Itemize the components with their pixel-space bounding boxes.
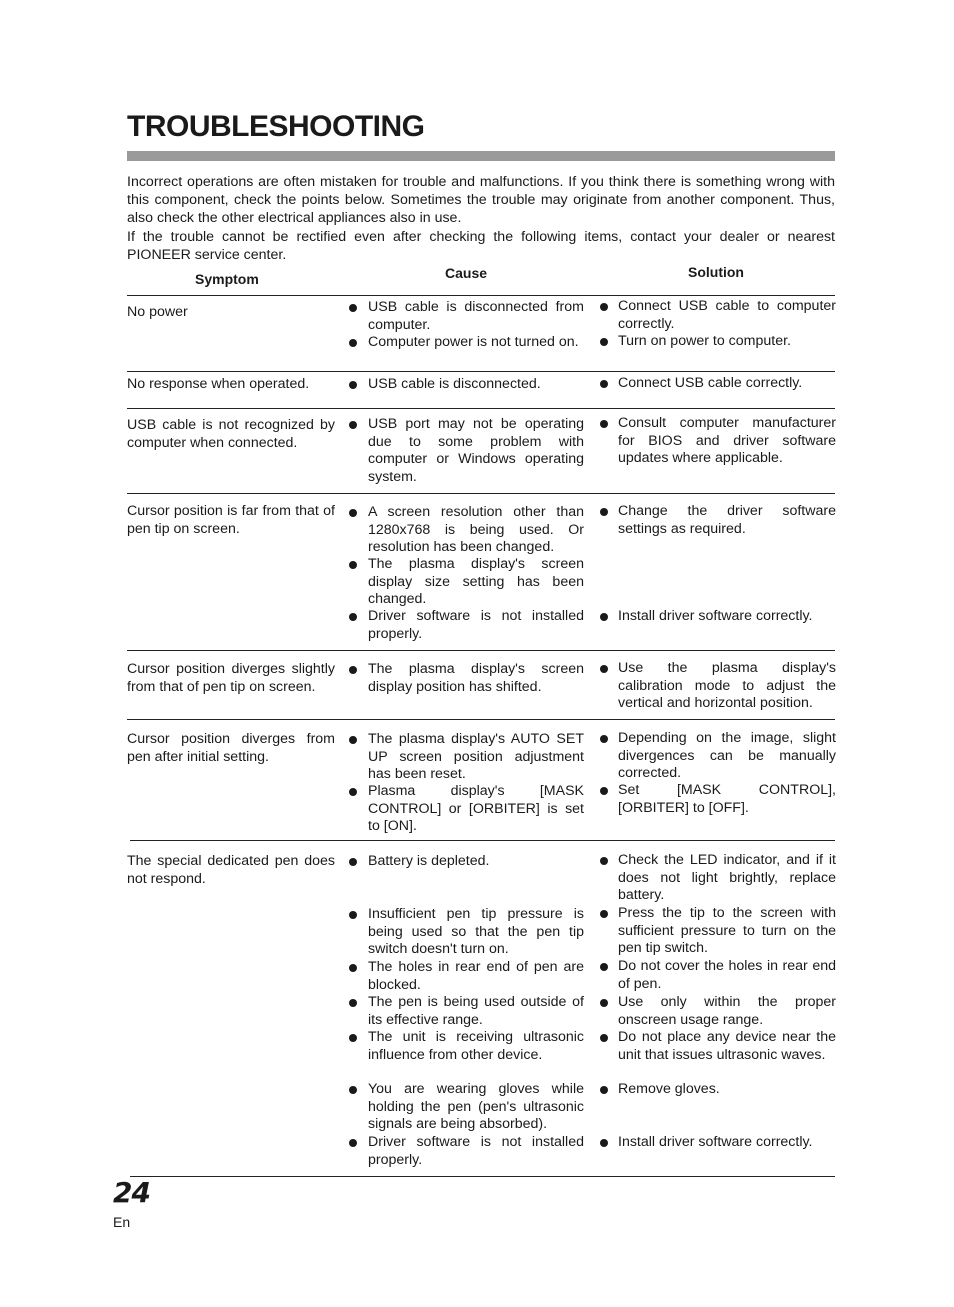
symptom-cell: No response when operated.: [127, 376, 310, 392]
symptom-cell: The special dedicated pen does not respond.: [127, 853, 335, 887]
solution-item: Set [MASK CONTROL], [ORBITER] to [OFF].: [618, 782, 836, 816]
bullet-icon: [600, 613, 608, 621]
bullet-icon: [349, 736, 357, 744]
cause-item: USB cable is disconnected.: [368, 376, 541, 392]
cause-item: The holes in rear end of pen are blocked.: [368, 959, 584, 993]
solution-item: Consult computer manufacturer for BIOS and driver software updates where applicable.: [618, 415, 836, 466]
table-row-divider: [130, 840, 835, 841]
bullet-icon: [600, 910, 608, 918]
solution-header: Solution: [688, 264, 744, 280]
bullet-icon: [349, 964, 357, 972]
solution-item: Use the plasma display's calibration mode to adjust the vertical and horizontal position.: [618, 660, 836, 711]
solution-item: Depending on the image, slight divergences can be manually corrected.: [618, 730, 836, 781]
solution-item: Install driver software correctly.: [618, 608, 813, 624]
bullet-icon: [349, 421, 357, 429]
bullet-icon: [349, 911, 357, 919]
symptom-cell: Cursor position diverges from pen after initial setting.: [127, 731, 335, 765]
symptom-cell: Cursor position diverges slightly from that of pen tip on screen.: [127, 661, 335, 695]
intro-text: [127, 173, 835, 264]
bullet-icon: [349, 999, 357, 1007]
bullet-icon: [600, 735, 608, 743]
solution-item: Install driver software correctly.: [618, 1134, 813, 1150]
bullet-icon: [600, 787, 608, 795]
cause-item: You are wearing gloves while holding the pen (pen's ultrasonic signals are being absorbed).: [368, 1081, 584, 1132]
table-row-divider: [127, 650, 835, 651]
bullet-icon: [349, 304, 357, 312]
solution-item: Do not cover the holes in rear end of pen.: [618, 958, 836, 992]
cause-item: The pen is being used outside of its effective range.: [368, 994, 584, 1028]
solution-item: Connect USB cable to computer correctly.: [618, 298, 836, 332]
bullet-icon: [349, 339, 357, 347]
cause-item: The plasma display's screen display position has shifted.: [368, 661, 584, 695]
cause-header: Cause: [445, 265, 488, 281]
cause-item: Driver software is not installed properly.: [368, 1134, 584, 1168]
table-row-divider: [127, 719, 835, 720]
cause-item: The plasma display's AUTO SET UP screen position adjustment has been reset.: [368, 731, 584, 782]
bullet-icon: [349, 666, 357, 674]
solution-item: Change the driver software settings as required.: [618, 503, 836, 537]
bullet-icon: [600, 665, 608, 673]
title-rule: [127, 151, 835, 161]
solution-item: Do not place any device near the unit that issues ultrasonic waves.: [618, 1029, 836, 1063]
solution-item: Press the tip to the screen with sufficient pressure to turn on the pen tip switch.: [618, 905, 836, 956]
bullet-icon: [600, 1139, 608, 1147]
bullet-icon: [349, 858, 357, 866]
bullet-icon: [600, 857, 608, 865]
bullet-icon: [600, 380, 608, 388]
symptom-cell: Cursor position is far from that of pen tip on screen.: [127, 503, 335, 537]
bullet-icon: [349, 788, 357, 796]
cause-item: The unit is receiving ultrasonic influence from other device.: [368, 1029, 584, 1063]
solution-item: Use only within the proper onscreen usage range.: [618, 994, 836, 1028]
cause-item: Driver software is not installed properly.: [368, 608, 584, 642]
bullet-icon: [600, 963, 608, 971]
page-title: TROUBLESHOOTING: [127, 110, 425, 143]
bullet-icon: [600, 420, 608, 428]
cause-item: A screen resolution other than 1280x768 is being used. Or resolution has been changed.: [368, 504, 584, 555]
table-row-divider: [127, 493, 835, 494]
bullet-icon: [349, 1034, 357, 1042]
bullet-icon: [349, 381, 357, 389]
bullet-icon: [600, 999, 608, 1007]
cause-item: Plasma display's [MASK CONTROL] or [ORBITER] is set to [ON].: [368, 783, 584, 834]
intro-paragraph: If the trouble cannot be rectified even after checking the following items, contact your dealer or nearest PIONEER service center.: [127, 228, 835, 263]
language-code: En: [113, 1214, 131, 1230]
bullet-icon: [349, 1139, 357, 1147]
bullet-icon: [600, 1034, 608, 1042]
cause-item: USB cable is disconnected from computer.: [368, 299, 584, 333]
solution-item: Check the LED indicator, and if it does not light brightly, replace battery.: [618, 852, 836, 903]
table-row-divider: [130, 1176, 835, 1177]
page-number: 24: [113, 1176, 150, 1209]
bullet-icon: [349, 509, 357, 517]
cause-item: The plasma display's screen display size setting has been changed.: [368, 556, 584, 607]
bullet-icon: [600, 338, 608, 346]
bullet-icon: [349, 1086, 357, 1094]
table-row-divider: [127, 371, 835, 372]
bullet-icon: [600, 1086, 608, 1094]
solution-item: Connect USB cable correctly.: [618, 375, 803, 391]
bullet-icon: [349, 561, 357, 569]
table-row-divider: [127, 295, 835, 296]
symptom-cell: No power: [127, 304, 188, 320]
bullet-icon: [600, 508, 608, 516]
bullet-icon: [349, 613, 357, 621]
solution-item: Turn on power to computer.: [618, 333, 791, 349]
cause-item: Insufficient pen tip pressure is being used so that the pen tip switch doesn't turn on.: [368, 906, 584, 957]
symptom-header: Symptom: [195, 271, 259, 287]
cause-item: Battery is depleted.: [368, 853, 490, 869]
symptom-cell: USB cable is not recognized by computer when connected.: [127, 417, 335, 451]
cause-item: Computer power is not turned on.: [368, 334, 579, 350]
bullet-icon: [600, 303, 608, 311]
table-row-divider: [127, 408, 835, 409]
solution-item: Remove gloves.: [618, 1081, 720, 1097]
cause-item: USB port may not be operating due to some problem with computer or Windows operating system.: [368, 416, 584, 485]
intro-paragraph: Incorrect operations are often mistaken for trouble and malfunctions. If you think there is something wrong with this component, check the points below. Sometimes the trouble may originate from another component. Thus, also check the other electrical appliances also in use.: [127, 174, 835, 227]
